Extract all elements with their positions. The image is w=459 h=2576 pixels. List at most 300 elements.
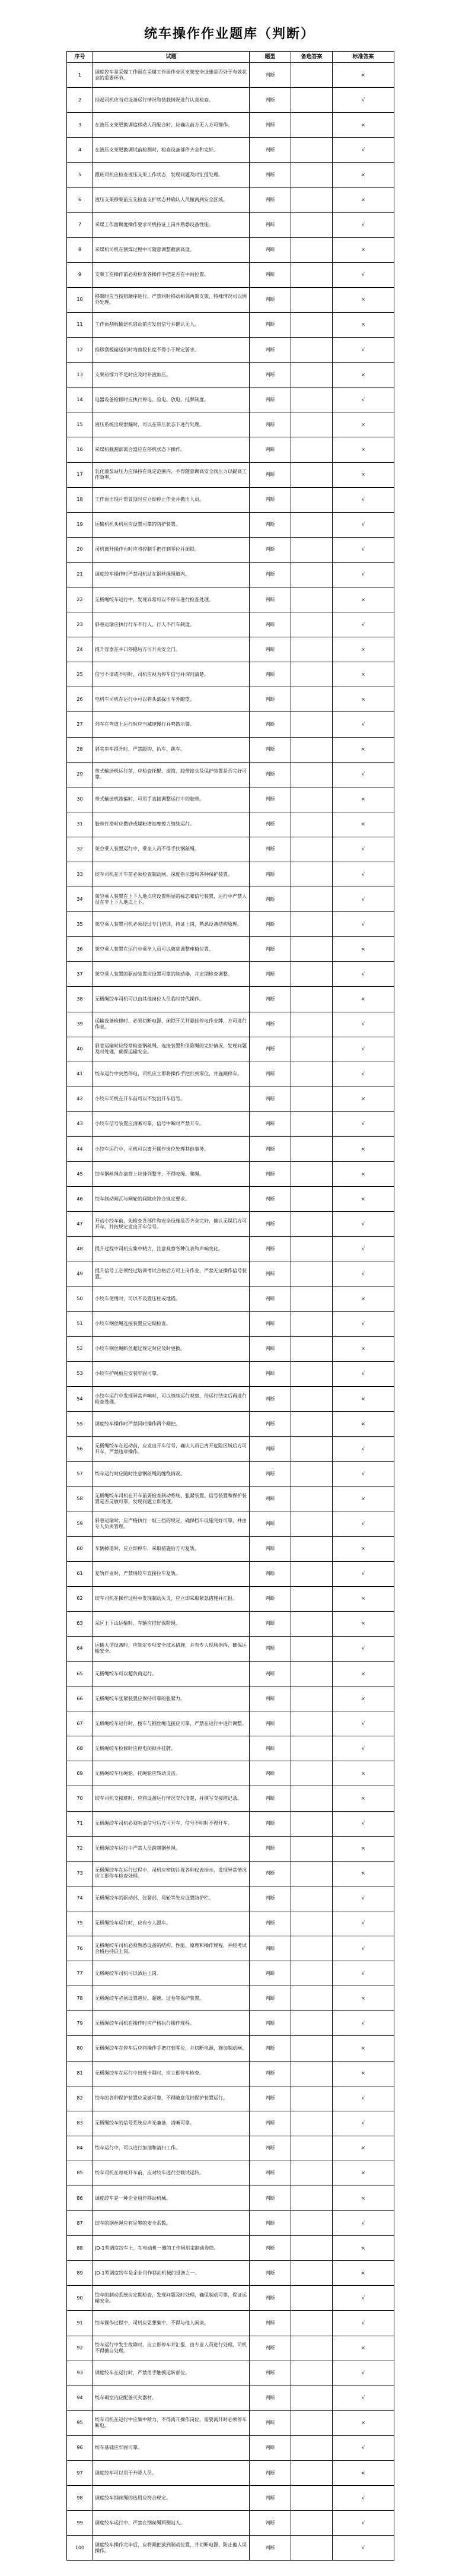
cell-number: 65 <box>67 1662 93 1686</box>
cell-type: 判断 <box>250 1736 291 1761</box>
cell-remark <box>291 537 333 562</box>
cell-number: 86 <box>67 2186 93 2210</box>
table-row <box>67 462 394 487</box>
table-row <box>67 237 394 262</box>
cell-answer: × <box>333 1761 394 1786</box>
cell-answer: × <box>333 1536 394 1561</box>
cell-number: 24 <box>67 637 93 662</box>
cell-answer: √ <box>333 1511 394 1536</box>
cell-answer: × <box>333 363 394 387</box>
cell-remark <box>291 1412 333 1437</box>
cell-question: 架空乘人装置司机必须经过专门培训，持证上岗，熟悉设备结构原理。 <box>93 912 250 937</box>
cell-answer: × <box>333 587 394 612</box>
cell-answer: √ <box>333 1936 394 1961</box>
cell-number: 27 <box>67 712 93 737</box>
cell-question: 小绞车护绳板应安装牢固可靠。 <box>93 1361 250 1386</box>
cell-remark <box>291 2086 333 2111</box>
table-row <box>67 1486 394 1511</box>
cell-remark <box>291 2461 333 2486</box>
cell-type: 判断 <box>250 512 291 537</box>
cell-number: 85 <box>67 2161 93 2186</box>
cell-answer: √ <box>333 1811 394 1836</box>
cell-question: 采区上下山运输时，车辆应挂好保险绳。 <box>93 1611 250 1636</box>
cell-answer: × <box>333 1336 394 1361</box>
cell-remark <box>291 2186 333 2210</box>
cell-type: 判断 <box>250 2361 291 2386</box>
cell-type: 判断 <box>250 1836 291 1861</box>
table-row <box>67 2286 394 2311</box>
cell-remark <box>291 737 333 762</box>
cell-answer: × <box>333 2236 394 2261</box>
cell-remark <box>291 1986 333 2011</box>
cell-answer: × <box>333 2336 394 2361</box>
table-row <box>67 363 394 387</box>
cell-question: 工作面刮板输送机启动前应发出信号并确认无人。 <box>93 312 250 337</box>
table-row <box>67 512 394 537</box>
cell-question: 电器设备检修时应执行停电、验电、放电、挂牌制度。 <box>93 387 250 412</box>
cell-answer: √ <box>333 1237 394 1262</box>
table-row <box>67 2161 394 2186</box>
table-row <box>67 937 394 962</box>
cell-answer: √ <box>333 837 394 862</box>
cell-remark <box>291 1336 333 1361</box>
cell-number: 8 <box>67 237 93 262</box>
cell-question: 绞车运行中，可以进行加油和清扫工作。 <box>93 2136 250 2161</box>
table-row <box>67 338 394 363</box>
table-row <box>67 862 394 887</box>
cell-number: 60 <box>67 1536 93 1561</box>
cell-question: 液压系统出现泄漏时，可以在带压状态下进行处理。 <box>93 412 250 437</box>
cell-remark <box>291 1187 333 1212</box>
cell-type: 判断 <box>250 2136 291 2161</box>
cell-question: 工作面出现片帮冒顶时应立即停止作业并撤出人员。 <box>93 487 250 512</box>
cell-type: 判断 <box>250 1586 291 1611</box>
table-row <box>67 762 394 787</box>
cell-remark <box>291 1586 333 1611</box>
cell-remark <box>291 2236 333 2261</box>
table-row <box>67 1836 394 1861</box>
cell-remark <box>291 662 333 687</box>
cell-type: 判断 <box>250 862 291 887</box>
cell-type: 判断 <box>250 1561 291 1586</box>
cell-question: 无极绳绞车司机可以酒后上岗。 <box>93 1961 250 1986</box>
cell-answer: × <box>333 2061 394 2086</box>
table-header-row <box>67 52 394 63</box>
cell-question: 支架工在操作前必须检查各操作手把是否在中间位置。 <box>93 262 250 287</box>
cell-question: 调度绞车钢丝绳的选用应符合规定。 <box>93 2486 250 2511</box>
cell-question: 绞车司机在运行中应集中精力，不得离开操作岗位，需要离开时必须停车断电。 <box>93 2410 250 2435</box>
cell-number: 4 <box>67 138 93 163</box>
cell-number: 81 <box>67 2061 93 2086</box>
cell-number: 93 <box>67 2361 93 2386</box>
cell-remark <box>291 312 333 337</box>
cell-answer: × <box>333 687 394 712</box>
cell-number: 92 <box>67 2336 93 2361</box>
cell-remark <box>291 2311 333 2336</box>
cell-type: 判断 <box>250 1761 291 1786</box>
table-row <box>67 1961 394 1986</box>
cell-number: 70 <box>67 1786 93 1811</box>
cell-question: 胶带打滑时应撒砂或煤粉增加摩擦力继续运行。 <box>93 812 250 837</box>
table-row <box>67 587 394 612</box>
table-row <box>67 712 394 737</box>
table-row <box>67 2086 394 2111</box>
cell-question: 推移刮板输送机时弯曲段长度不得小于规定要求。 <box>93 338 250 363</box>
cell-question: 在液压支架更换调度移动人员配合时，应确认前方无人方可操作。 <box>93 113 250 138</box>
cell-answer: √ <box>333 2511 394 2536</box>
cell-answer: √ <box>333 887 394 912</box>
cell-number: 48 <box>67 1237 93 1262</box>
cell-type: 判断 <box>250 2511 291 2536</box>
cell-number: 37 <box>67 962 93 987</box>
cell-number: 1 <box>67 63 93 88</box>
cell-answer: √ <box>333 387 394 412</box>
table-row <box>67 2111 394 2136</box>
cell-answer: × <box>333 1986 394 2011</box>
cell-question: 小绞车钢丝绳断丝超过规定时应及时更换。 <box>93 1336 250 1361</box>
table-row <box>67 113 394 138</box>
table-row <box>67 1511 394 1536</box>
table-row <box>67 1162 394 1187</box>
cell-type: 判断 <box>250 1212 291 1237</box>
cell-type: 判断 <box>250 2086 291 2111</box>
cell-remark <box>291 587 333 612</box>
cell-number: 83 <box>67 2111 93 2136</box>
cell-number: 14 <box>67 387 93 412</box>
cell-answer: √ <box>333 2386 394 2410</box>
table-row <box>67 1386 394 1411</box>
cell-number: 15 <box>67 412 93 437</box>
cell-answer: × <box>333 1162 394 1187</box>
cell-type: 判断 <box>250 2486 291 2511</box>
header-answer: 标准答案 <box>333 52 394 63</box>
cell-question: 挂起司机应当对设备运行情况和装载情况进行认真检查。 <box>93 88 250 113</box>
cell-answer: √ <box>333 1037 394 1062</box>
cell-remark <box>291 1836 333 1861</box>
table-row <box>67 1611 394 1636</box>
table-row <box>67 787 394 812</box>
cell-remark <box>291 2211 333 2236</box>
cell-question: 跟班司机应检查液压支架工作状态，发现问题及时汇报处理。 <box>93 163 250 188</box>
table-row <box>67 212 394 237</box>
cell-answer: √ <box>333 562 394 587</box>
table-row <box>67 2536 394 2561</box>
cell-type: 判断 <box>250 712 291 737</box>
cell-type: 判断 <box>250 1237 291 1262</box>
cell-remark <box>291 1711 333 1736</box>
cell-type: 判断 <box>250 462 291 487</box>
cell-remark <box>291 2111 333 2136</box>
cell-answer: √ <box>333 537 394 562</box>
cell-question: 无极绳绞车可以超负荷运行。 <box>93 1662 250 1686</box>
cell-remark <box>291 1936 333 1961</box>
cell-question: 绞车的钢丝绳应有足够的安全系数。 <box>93 2211 250 2236</box>
cell-type: 判断 <box>250 2286 291 2311</box>
cell-remark <box>291 562 333 587</box>
table-row <box>67 1111 394 1136</box>
cell-type: 判断 <box>250 1437 291 1462</box>
cell-type: 判断 <box>250 2536 291 2561</box>
cell-type: 判断 <box>250 1961 291 1986</box>
table-row <box>67 2136 394 2161</box>
cell-question: 司机离开操作台时应将控制手把打到零位并闭锁。 <box>93 537 250 562</box>
cell-number: 9 <box>67 262 93 287</box>
cell-number: 56 <box>67 1437 93 1462</box>
cell-remark <box>291 113 333 138</box>
table-row <box>67 412 394 437</box>
table-row <box>67 812 394 837</box>
table-row <box>67 1911 394 1936</box>
cell-number: 17 <box>67 462 93 487</box>
cell-number: 96 <box>67 2435 93 2460</box>
cell-type: 判断 <box>250 2236 291 2261</box>
cell-remark <box>291 1212 333 1237</box>
cell-number: 76 <box>67 1936 93 1961</box>
cell-type: 判断 <box>250 637 291 662</box>
cell-question: 绞车制动闸瓦与闸轮的间隙应符合规定要求。 <box>93 1187 250 1212</box>
cell-answer: √ <box>333 762 394 787</box>
cell-remark <box>291 387 333 412</box>
cell-type: 判断 <box>250 2061 291 2086</box>
cell-type: 判断 <box>250 612 291 637</box>
cell-type: 判断 <box>250 562 291 587</box>
cell-remark <box>291 1012 333 1037</box>
cell-answer: × <box>333 812 394 837</box>
cell-number: 7 <box>67 212 93 237</box>
cell-number: 90 <box>67 2286 93 2311</box>
cell-remark <box>291 262 333 287</box>
cell-answer: × <box>333 412 394 437</box>
cell-question: JD-1型调度绞车是企业用作移动机械的设备之一。 <box>93 2261 250 2286</box>
cell-question: 小绞车钢丝绳连接装置应定期检查。 <box>93 1311 250 1336</box>
cell-answer: √ <box>333 1262 394 1287</box>
cell-answer: × <box>333 2036 394 2061</box>
table-row <box>67 1662 394 1686</box>
cell-remark <box>291 1386 333 1411</box>
cell-question: 斜巷运输时应经常检查钢丝绳、连接装置和保险绳的完好情况，发现问题及时处理，确保运输安全。 <box>93 1037 250 1062</box>
cell-question: 绞车运行中发生故障时，应立即停车并汇报，由专业人员进行处理，司机不得擅自处理。 <box>93 2336 250 2361</box>
cell-remark <box>291 787 333 812</box>
cell-remark <box>291 1262 333 1287</box>
cell-answer: × <box>333 1187 394 1212</box>
cell-number: 71 <box>67 1811 93 1836</box>
cell-question: 信号不清或不明时，司机应视为停车信号并询问清楚。 <box>93 662 250 687</box>
table-row <box>67 537 394 562</box>
cell-number: 49 <box>67 1262 93 1287</box>
table-row <box>67 2486 394 2511</box>
cell-type: 判断 <box>250 1886 291 1911</box>
cell-answer: √ <box>333 1111 394 1136</box>
cell-type: 判断 <box>250 2211 291 2236</box>
cell-number: 63 <box>67 1611 93 1636</box>
table-row <box>67 287 394 312</box>
cell-remark <box>291 987 333 1012</box>
cell-question: 带式输送机跑偏时，可用手直接调整运行中的胶带。 <box>93 787 250 812</box>
table-row <box>67 2386 394 2410</box>
cell-question: 绞车运行中突然停电，司机应立即将操作手把打到零位，并施闸停车。 <box>93 1062 250 1087</box>
table-row <box>67 1311 394 1336</box>
cell-number: 97 <box>67 2461 93 2486</box>
cell-type: 判断 <box>250 312 291 337</box>
cell-number: 12 <box>67 338 93 363</box>
cell-number: 55 <box>67 1412 93 1437</box>
cell-remark <box>291 363 333 387</box>
cell-answer: × <box>333 937 394 962</box>
cell-number: 78 <box>67 1986 93 2011</box>
cell-answer: × <box>333 312 394 337</box>
cell-question: 无极绳绞车必须设置越位、超速、过卷等保护装置。 <box>93 1986 250 2011</box>
cell-number: 11 <box>67 312 93 337</box>
cell-number: 59 <box>67 1511 93 1536</box>
table-row <box>67 1462 394 1486</box>
table-row <box>67 1761 394 1786</box>
cell-type: 判断 <box>250 2336 291 2361</box>
cell-answer: × <box>333 2161 394 2186</box>
cell-remark <box>291 2036 333 2061</box>
table-row <box>67 63 394 88</box>
table-row <box>67 1212 394 1237</box>
cell-type: 判断 <box>250 1861 291 1886</box>
table-row <box>67 1586 394 1611</box>
cell-remark <box>291 1162 333 1187</box>
cell-question: 无极绳绞车压绳轮、托绳轮应转动灵活。 <box>93 1761 250 1786</box>
cell-type: 判断 <box>250 2011 291 2036</box>
cell-question: 调度绞车运行中，严禁在钢丝绳两侧站人。 <box>93 2511 250 2536</box>
cell-question: 调度绞车操作时严禁同时操作两个闸把。 <box>93 1412 250 1437</box>
cell-remark <box>291 412 333 437</box>
table-row <box>67 2461 394 2486</box>
cell-question: 绞车运行时应随时注意钢丝绳的缠绕情况。 <box>93 1462 250 1486</box>
cell-number: 19 <box>67 512 93 537</box>
table-row <box>67 1087 394 1111</box>
cell-type: 判断 <box>250 188 291 212</box>
cell-question: 调度绞车操作时严禁司机站在钢丝绳绳道内。 <box>93 562 250 587</box>
cell-type: 判断 <box>250 962 291 987</box>
cell-question: 无极绳绞车在停车后应将操作手把打到零位，并切断电源，施加制动闸。 <box>93 2036 250 2061</box>
cell-remark <box>291 1287 333 1311</box>
cell-type: 判断 <box>250 237 291 262</box>
cell-number: 51 <box>67 1311 93 1336</box>
cell-remark <box>291 762 333 787</box>
cell-question: 支架初撑力不足时应及时补液加压。 <box>93 363 250 387</box>
cell-type: 判断 <box>250 1012 291 1037</box>
cell-answer: √ <box>333 912 394 937</box>
table-row <box>67 1062 394 1087</box>
cell-type: 判断 <box>250 912 291 937</box>
cell-type: 判断 <box>250 2410 291 2435</box>
cell-number: 25 <box>67 662 93 687</box>
cell-answer: √ <box>333 1911 394 1936</box>
cell-remark <box>291 1561 333 1586</box>
cell-type: 判断 <box>250 2111 291 2136</box>
cell-remark <box>291 1087 333 1111</box>
cell-type: 判断 <box>250 387 291 412</box>
cell-question: 乳化液泵站压力应保持在规定范围内，不得随意调高安全阀压力以提高工作效率。 <box>93 462 250 487</box>
cell-answer: × <box>333 1137 394 1162</box>
cell-answer: √ <box>333 1711 394 1736</box>
cell-remark <box>291 887 333 912</box>
cell-remark <box>291 687 333 712</box>
cell-number: 16 <box>67 437 93 462</box>
cell-remark <box>291 912 333 937</box>
cell-number: 99 <box>67 2511 93 2536</box>
cell-question: 采煤机截割部离合器应在停机状态下操作。 <box>93 437 250 462</box>
cell-number: 87 <box>67 2211 93 2236</box>
table-row <box>67 987 394 1012</box>
cell-remark <box>291 1111 333 1136</box>
header-num: 序号 <box>67 52 93 63</box>
cell-answer: × <box>333 1662 394 1686</box>
cell-number: 91 <box>67 2311 93 2336</box>
cell-number: 3 <box>67 113 93 138</box>
cell-remark <box>291 2261 333 2286</box>
cell-question: 采煤机司机在割煤过程中可随意调整截割高度。 <box>93 237 250 262</box>
cell-remark <box>291 2511 333 2536</box>
cell-answer: √ <box>333 1462 394 1486</box>
table-row <box>67 1686 394 1711</box>
table-row <box>67 1886 394 1911</box>
cell-answer: × <box>333 662 394 687</box>
cell-number: 45 <box>67 1162 93 1187</box>
cell-answer: × <box>333 1611 394 1636</box>
cell-number: 61 <box>67 1561 93 1586</box>
cell-answer: × <box>333 113 394 138</box>
header-type: 题型 <box>250 52 291 63</box>
cell-question: 斜巷串车提升时，严禁蹬钩、扒车、跳车。 <box>93 737 250 762</box>
cell-type: 判断 <box>250 1462 291 1486</box>
cell-remark <box>291 962 333 987</box>
cell-type: 判断 <box>250 338 291 363</box>
cell-remark <box>291 1462 333 1486</box>
cell-type: 判断 <box>250 1262 291 1287</box>
cell-number: 40 <box>67 1037 93 1062</box>
table-row <box>67 1437 394 1462</box>
cell-remark <box>291 1861 333 1886</box>
cell-type: 判断 <box>250 88 291 113</box>
table-row <box>67 312 394 337</box>
cell-remark <box>291 2486 333 2511</box>
cell-remark <box>291 2410 333 2435</box>
cell-remark <box>291 2336 333 2361</box>
cell-type: 判断 <box>250 737 291 762</box>
cell-question: 绞车硐室内应配备灭火器材。 <box>93 2386 250 2410</box>
table-row <box>67 912 394 937</box>
cell-remark <box>291 462 333 487</box>
cell-number: 42 <box>67 1087 93 1111</box>
cell-number: 77 <box>67 1961 93 1986</box>
table-row <box>67 262 394 287</box>
cell-question: 无极绳绞车检修时应停电闭锁并挂牌。 <box>93 1736 250 1761</box>
cell-remark <box>291 612 333 637</box>
cell-type: 判断 <box>250 837 291 862</box>
cell-question: 运输大型设备时，应制定专项安全技术措施，并有专人现场指挥，确保运输安全。 <box>93 1636 250 1661</box>
cell-type: 判断 <box>250 1287 291 1311</box>
cell-question: 无极绳绞车运行中严禁人员跨越钢丝绳。 <box>93 1836 250 1861</box>
cell-number: 66 <box>67 1686 93 1711</box>
table-row <box>67 163 394 188</box>
cell-question: 绞车钢丝绳在滚筒上应排列整齐，不得咬绳、爬绳。 <box>93 1162 250 1187</box>
cell-question: 无极绳绞车张紧装置应保持可靠的张紧力。 <box>93 1686 250 1711</box>
cell-answer: × <box>333 1087 394 1111</box>
table-row <box>67 1137 394 1162</box>
cell-remark <box>291 2161 333 2186</box>
cell-number: 52 <box>67 1336 93 1361</box>
cell-answer: √ <box>333 262 394 287</box>
cell-question: 运输设备检修时，必须切断电源，闭锁开关并悬挂停电作业牌，方可进行作业。 <box>93 1012 250 1037</box>
cell-type: 判断 <box>250 1037 291 1062</box>
cell-answer: √ <box>333 1212 394 1237</box>
cell-remark <box>291 1536 333 1561</box>
